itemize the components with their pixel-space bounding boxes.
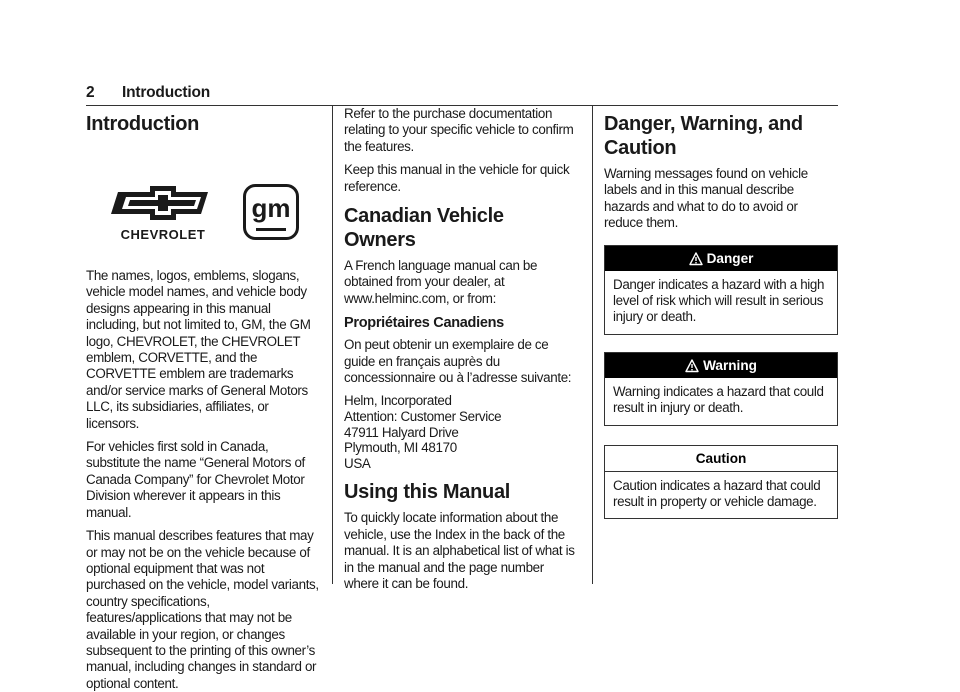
page-header — [86, 84, 838, 106]
chevrolet-wordmark: CHEVROLET — [120, 227, 206, 242]
column-middle — [344, 106, 578, 592]
danger-box — [604, 245, 838, 335]
column-divider-left — [332, 106, 333, 584]
column-divider-right — [592, 106, 593, 584]
column-left — [86, 112, 322, 692]
danger-box-title — [605, 246, 837, 271]
danger-title-text: Danger — [706, 250, 754, 266]
paragraph-warning-intro: Warning messages found on vehicle labels and in this manual describe hazards and what to do to avoid or reduce them. — [604, 166, 808, 231]
warning-triangle-icon — [689, 252, 703, 266]
section-heading-using-manual: Using this Manual — [344, 481, 511, 504]
paragraph-keep-manual: Keep this manual in the vehicle for quick reference. — [344, 162, 570, 194]
warning-box-title — [605, 353, 837, 378]
caution-box-title — [605, 446, 837, 472]
address-line: Plymouth, MI 48170 — [344, 440, 457, 456]
address-line: Helm, Incorporated — [344, 393, 452, 409]
paragraph-canadian-owners: A French language manual can be obtained from your dealer, at www.helminc.com, or from: — [344, 258, 538, 306]
caution-text: Caution indicates a hazard that could result in property or vehicle damage. — [613, 477, 821, 510]
paragraph-purchase-documentation: Refer to the purchase documentation relating to your specific vehicle to confirm the features. — [344, 106, 574, 154]
section-heading-danger-warning-caution: Danger, Warning, and Caution — [604, 113, 803, 159]
paragraph-optional-equipment: This manual describes features that may or may not be on the vehicle because of optional equipment that was not purchased on the vehicle, model variants, country specifications, features/applications that may not be available in your region, or changes subsequent to the printing of this owner’s manual, including changes in standard or optional content. — [86, 528, 319, 691]
chevrolet-logo — [110, 186, 216, 244]
brand-logos — [86, 136, 322, 268]
section-heading-canadian-owners: Canadian Vehicle Owners — [344, 205, 504, 252]
warning-text: Warning indicates a hazard that could result in injury or death. — [613, 383, 824, 416]
paragraph-using-manual: To quickly locate information about the vehicle, use the Index in the back of the manual. It is an alphabetical list of what is in the manual and the page number where it can be found. — [344, 510, 575, 592]
page-number: 2 — [86, 84, 95, 101]
column-right — [604, 112, 838, 519]
gm-logo — [243, 184, 299, 240]
paragraph-trademarks: The names, logos, emblems, slogans, vehicle model names, and vehicle body designs appearing in this manual including, but not limited to, GM, the GM logo, CHEVROLET, the CHEVROLET emblem, CORVETTE, and the CORVETTE emblem are trademarks and/or service marks of General Motors LLC, its subsidiaries, affiliates, or licensors. — [86, 268, 311, 431]
paragraph-canada: For vehicles first sold in Canada, substitute the name “General Motors of Canada Company” for Chevrolet Motor Division wherever it appears in this manual. — [86, 439, 305, 520]
address-block — [344, 393, 578, 471]
paragraph-french: On peut obtenir un exemplaire de ce guide en français auprès du concessionnaire ou à l’adresse suivante: — [344, 337, 572, 386]
address-line: 47911 Halyard Drive — [344, 424, 459, 440]
caution-box — [604, 445, 838, 520]
section-heading-introduction: Introduction — [86, 113, 200, 135]
page-header-title: Introduction — [122, 84, 210, 101]
warning-triangle-icon — [685, 359, 699, 373]
danger-text: Danger indicates a hazard with a high level of risk which will result in serious injury or death. — [613, 276, 825, 325]
gm-logo-text: gm — [251, 193, 291, 223]
caution-title-text: Caution — [695, 450, 747, 466]
subheading-proprietaires: Propriétaires Canadiens — [344, 315, 504, 332]
warning-title-text: Warning — [703, 357, 757, 373]
address-line: USA — [344, 455, 371, 471]
address-line: Attention: Customer Service — [344, 409, 502, 425]
warning-box — [604, 352, 838, 426]
